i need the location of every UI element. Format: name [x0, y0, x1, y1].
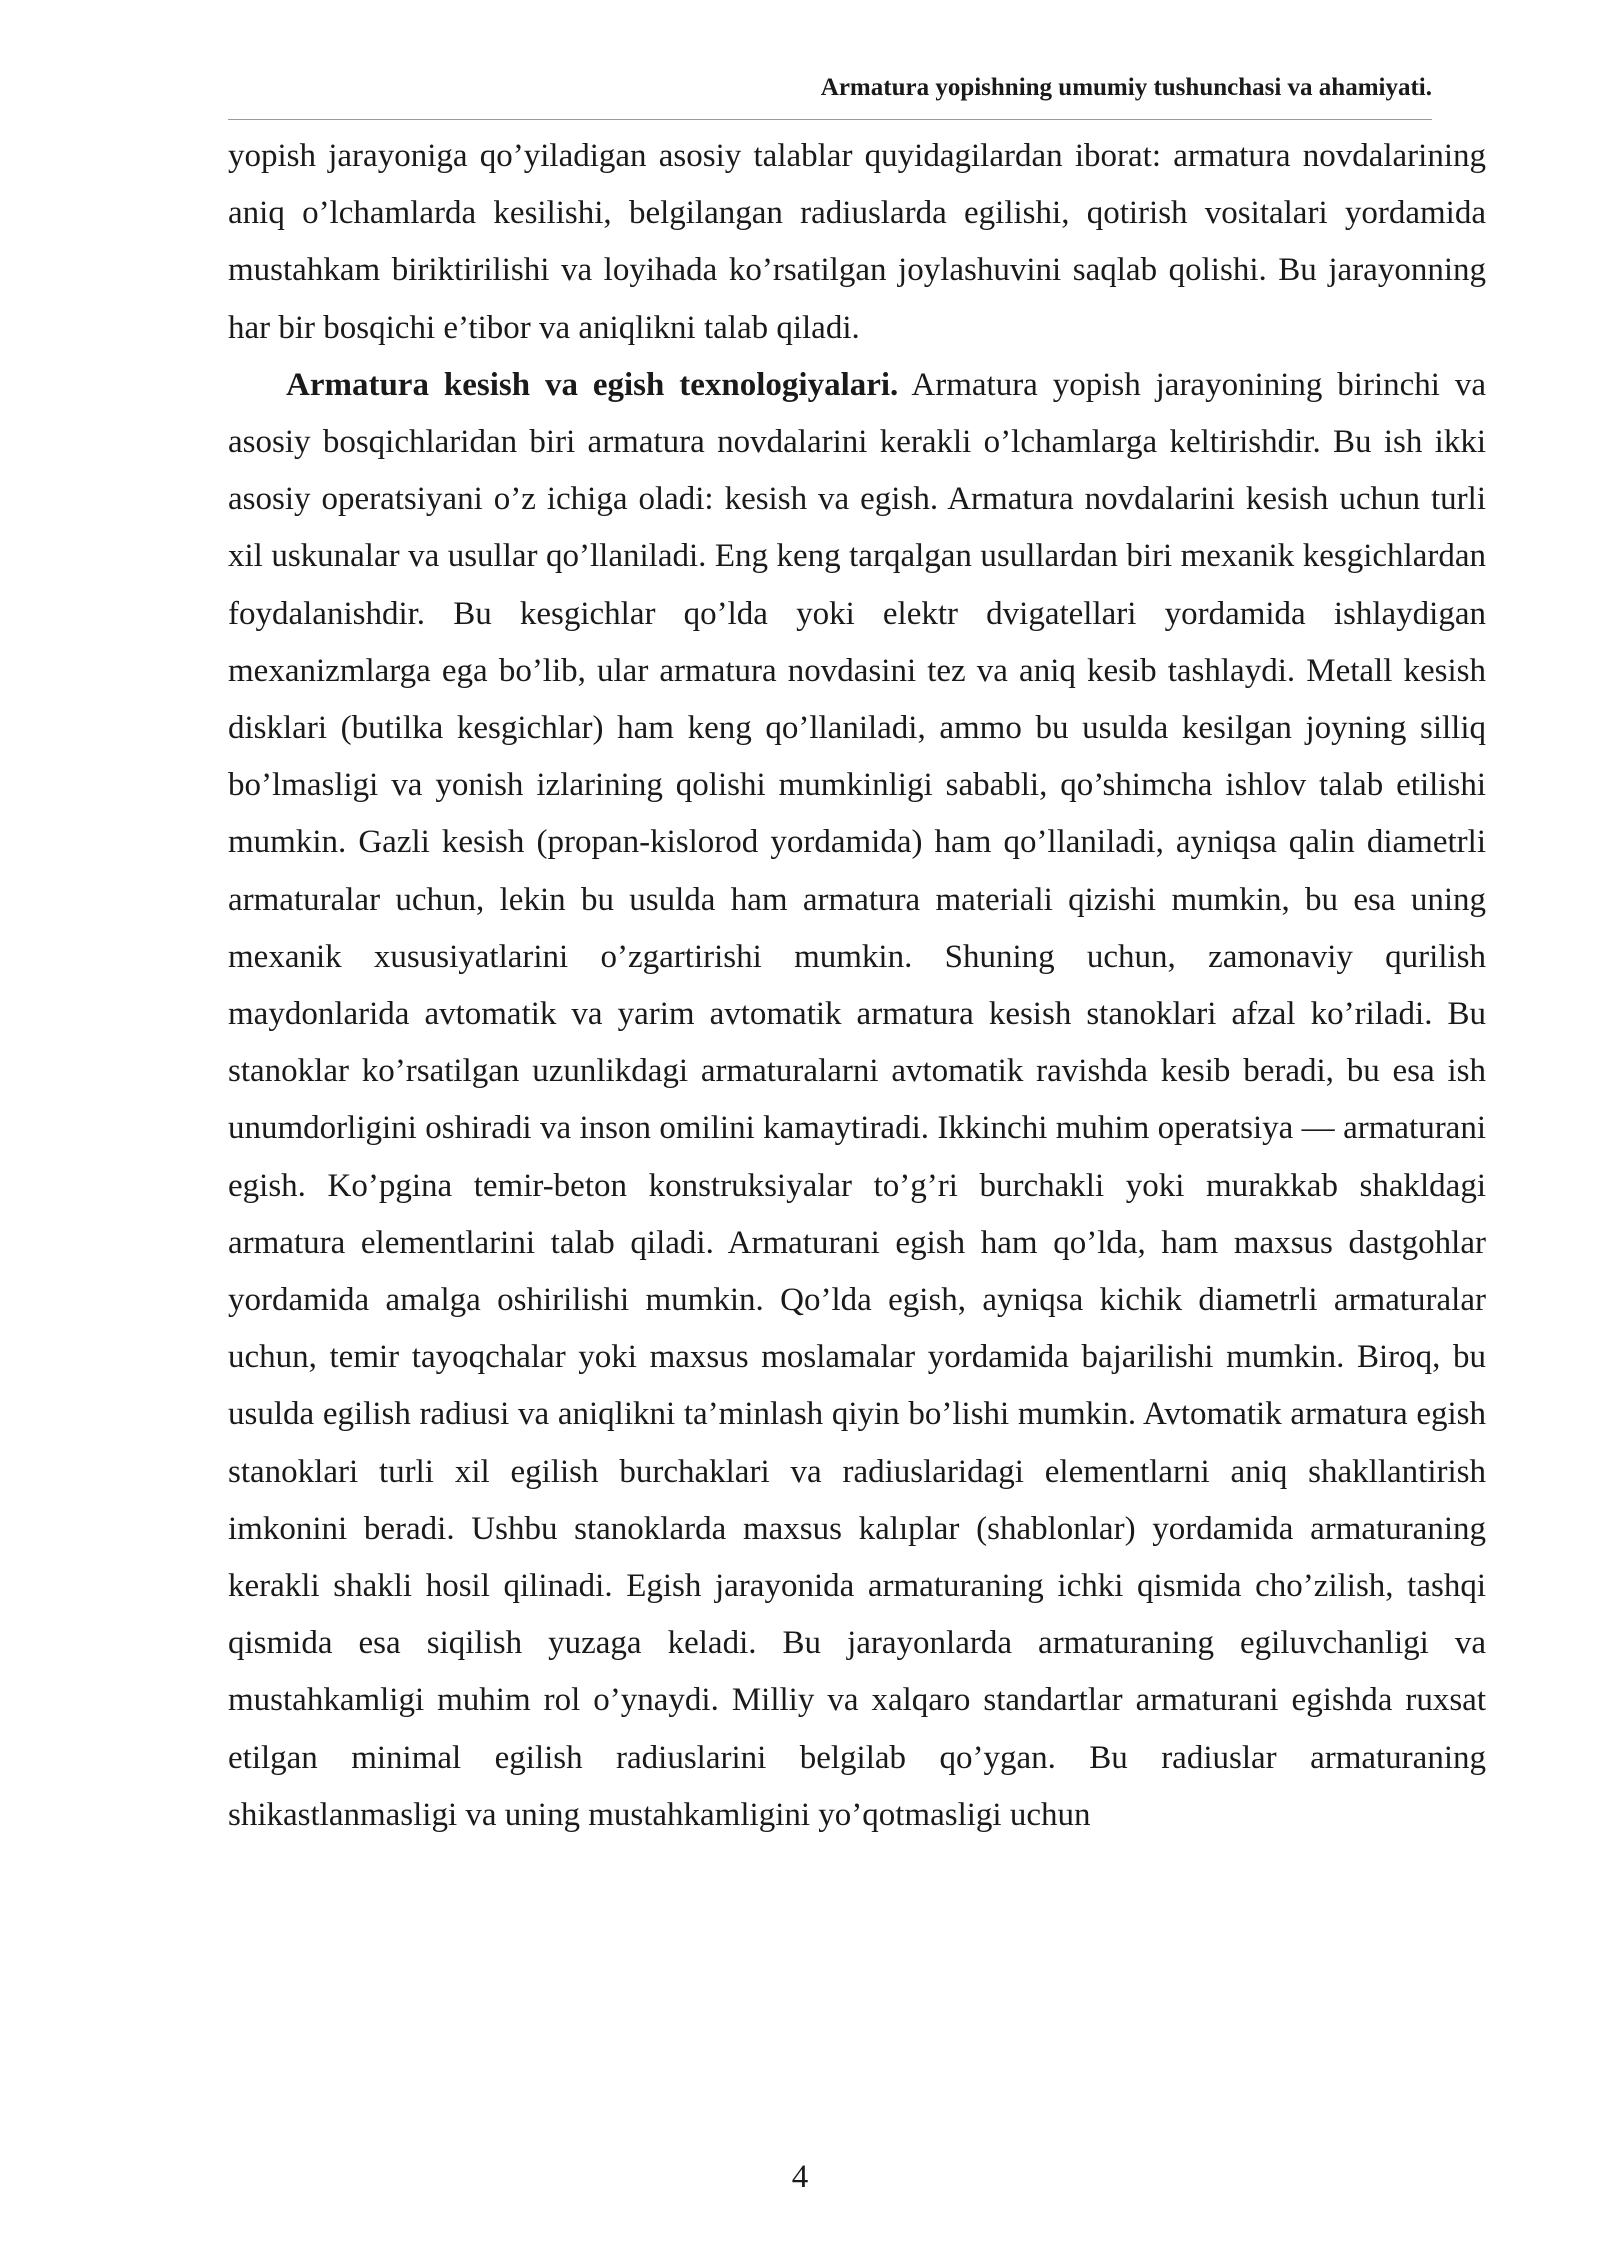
paragraph-text: yopish jarayoniga qo’yiladigan asosiy talablar quyidagilardan iborat: armatura novdalarining aniq o’lchamlarda kesilishi, belgilangan radiuslarda egilishi, qotirish vositalari yordamida mustahkam biriktirilishi va loyihada ko’rsatilgan joylashuvini saqlab qolishi. Bu jarayonning har bir bosqichi e’tibor va aniqlikni talab qiladi. — [228, 138, 1486, 346]
running-header — [228, 68, 1432, 120]
paragraph-text: Armatura yopish jarayonining birinchi va asosiy bosqichlaridan biri armatura novdalarini kerakli o’lchamlarga keltirishdir. Bu ish ikki asosiy operatsiyani o’z ichiga oladi: kesish va egish. Armatura novdalarini kesish uchun turli xil uskunalar va usullar qo’llaniladi. Eng keng tarqalgan usullardan biri mexanik kesgichlardan foydalanishdir. Bu kesgichlar qo’lda yoki elektr dvigatellari yordamida ishlaydigan mexanizmlarga ega bo’lib, ular armatura novdasini tez va aniq kesib tashlaydi. Metall kesish disklari (butilka kesgichlar) ham keng qo’llaniladi, ammo bu usulda kesilgan joyning silliq bo’lmasligi va yonish izlarining qolishi mumkinligi sababli, qo’shimcha ishlov talab etilishi mumkin. Gazli kesish (propan-kislorod yordamida) ham qo’llaniladi, ayniqsa qalin diametrli armaturalar uchun, lekin bu usulda ham armatura materiali qizishi mumkin, bu esa uning mexanik xususiyatlarini o’zgartirishi mumkin. Shuning uchun, zamonaviy qurilish maydonlarida avtomatik va yarim avtomatik armatura kesish stanoklari afzal ko’riladi. Bu stanoklar ko’rsatilgan uzunlikdagi armaturalarni avtomatik ravishda kesib beradi, bu esa ish unumdorligini oshiradi va inson omilini kamaytiradi. Ikkinchi muhim operatsiya — armaturani egish. Ko’pgina temir-beton konstruksiyalar to’g’ri burchakli yoki murakkab shakldagi armatura elementlarini talab qiladi. Armaturani egish ham qo’lda, ham maxsus dastgohlar yordamida amalga oshirilishi mumkin. Qo’lda egish, ayniqsa kichik diametrli armaturalar uchun, temir tayoqchalar yoki maxsus moslamalar yordamida bajarilishi mumkin. Biroq, bu usulda egilish radiusi va aniqlikni ta’minlash qiyin bo’lishi mumkin. Avtomatik armatura egish stanoklari turli xil egilish burchaklari va radiuslaridagi elementlarni aniq shakllantirish imkonini beradi. Ushbu stanoklarda maxsus kalıplar (shablonlar) yordamida armaturaning kerakli shakli hosil qilinadi. Egish jarayonida armaturaning ichki qismida cho’zilish, tashqi qismida esa siqilish yuzaga keladi. Bu jarayonlarda armaturaning egiluvchanligi va mustahkamligi muhim rol o’ynaydi. Milliy va xalqaro standartlar armaturani egishda ruxsat etilgan minimal egilish radiuslarini belgilab qo’ygan. Bu radiuslar armaturaning shikastlanmasligi va uning mustahkamligini yo’qotmasligi uchun — [228, 366, 1486, 1833]
section-heading: Armatura kesish va egish texnologiyalari. — [286, 366, 899, 403]
page-number: 4 — [791, 2159, 809, 2195]
paragraph-section — [228, 357, 1486, 1844]
paragraph-continued — [228, 128, 1486, 357]
running-header-title: Armatura yopishning umumiy tushunchasi va ahamiyati. — [820, 74, 1432, 101]
document-body — [228, 128, 1486, 1844]
